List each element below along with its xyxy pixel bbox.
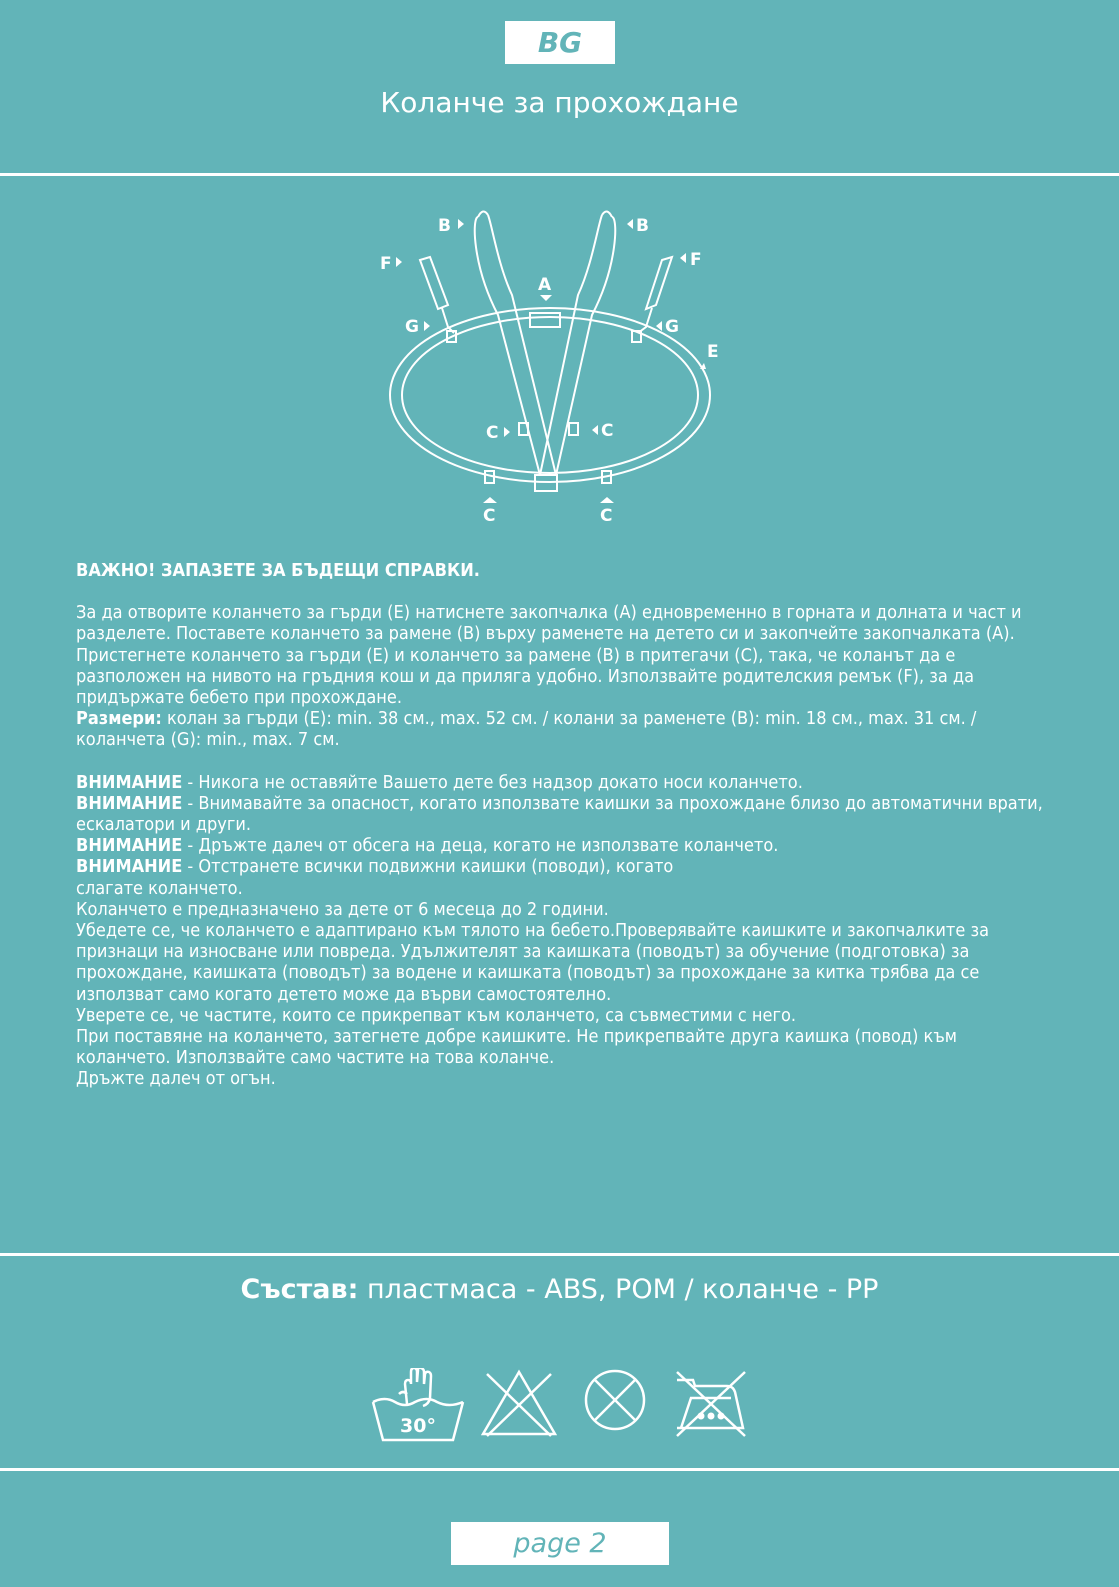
adjuster-c-right <box>569 423 578 435</box>
label-f-left: F <box>380 254 392 274</box>
instructions-text <box>76 560 1056 1090</box>
leash-f-right <box>646 257 672 309</box>
leash-f-left <box>420 257 448 309</box>
label-c-right: C <box>601 421 614 441</box>
label-c-bottom-left: C <box>483 506 496 526</box>
warning-4: ВНИМАНИЕ - Отстранете всички подвижни каишки (поводи), когато слагате коланчето. <box>76 856 674 899</box>
note-compatible: Уверете се, че частите, които се прикрепват към коланчето, са съвместими с него. <box>76 1004 797 1026</box>
note-check-wear: Убедете се, че коланчето е адаптирано към тялото на бебето.Проверявайте каишките и закопчалките за признаци на износване или повреда. Удължителят за каишката (поводът) за обучение (подготовка) за прохождане, каишката (поводът) за водене и каишката (поводът) за прохождане за китка трябва да се използват само когато детето може да върви самостоятелно. <box>76 920 990 1005</box>
language-badge <box>505 21 615 64</box>
important-heading: ВАЖНО! ЗАПАЗЕТЕ ЗА БЪДЕЩИ СПРАВКИ. <box>76 560 480 581</box>
label-e: E <box>707 342 719 362</box>
shoulder-strap-left <box>475 217 540 475</box>
do-not-tumble-dry-icon <box>583 1368 647 1432</box>
label-b-left: B <box>438 216 451 236</box>
divider-middle <box>0 1253 1119 1256</box>
note-fire: Дръжте далеч от огън. <box>76 1068 276 1090</box>
chest-belt-outer <box>390 308 710 482</box>
sizes-label: Размери: <box>76 708 162 730</box>
page-number-badge <box>451 1522 669 1565</box>
divider-top <box>0 173 1119 176</box>
instructions-body: За да отворите коланчето за гърди (E) натиснете закопчалка (A) едновременно в горната и долната и част и разделете. Поставете коланчето за рамене (B) върху раменете на детето си и закопчейте закопчалката (A). Пристегнете коланчето за гърди (E) и коланчето за рамене (B) в притегачи (C), така, че коланът да е разположен на нивото на гръдния кош и да приляга удобно. Използвайте родителския ремък (F), за да придържате бебето при прохождане. <box>76 602 1022 709</box>
language-code: BG <box>537 26 583 59</box>
composition <box>0 1274 1119 1305</box>
usage-instructions <box>76 602 1056 750</box>
label-g-right: G <box>665 317 679 337</box>
label-f-right: F <box>690 250 702 270</box>
harness-diagram <box>380 205 740 535</box>
buckle-a <box>530 313 560 327</box>
composition-text: пластмаса - ABS, POM / коланче - PP <box>358 1274 879 1305</box>
warning-label: ВНИМАНИЕ <box>76 835 183 857</box>
warning-2: ВНИМАНИЕ - Внимавайте за опасност, когато използвате каишки за прохождане близо до автоматични врати, ескалатори и други. <box>76 792 1043 836</box>
sizes-text: колан за гърди (E): min. 38 см., max. 52 см. / колани за раменете (B): min. 18 см., max. 31 см. / коланчета (G): min., max. 7 см. <box>76 708 977 751</box>
warning-label: ВНИМАНИЕ <box>76 792 183 814</box>
do-not-bleach-icon <box>481 1368 557 1438</box>
hand-wash-30-icon <box>371 1368 465 1444</box>
buckle-bottom <box>535 475 557 491</box>
warning-1: ВНИМАНИЕ - Никога не оставяйте Вашето дете без надзор докато носи коланчето. <box>76 771 803 793</box>
wash-temp: 30° <box>400 1415 436 1437</box>
page-title: Коланче за прохождане <box>380 86 739 119</box>
label-c-bottom-right: C <box>600 506 613 526</box>
divider-bottom <box>0 1468 1119 1471</box>
warning-3: ВНИМАНИЕ - Дръжте далеч от обсега на деца, когато не използвате коланчето. <box>76 835 779 857</box>
label-b-right: B <box>636 216 649 236</box>
composition-label: Състав: <box>240 1274 359 1305</box>
label-a: A <box>538 275 552 295</box>
do-not-iron-icon <box>673 1368 749 1438</box>
page-number: page 2 <box>513 1528 607 1559</box>
label-g-left: G <box>405 317 419 337</box>
label-c-left: C <box>486 423 499 443</box>
warning-label: ВНИМАНИЕ <box>76 771 183 793</box>
warning-label: ВНИМАНИЕ <box>76 856 183 878</box>
note-tighten: При поставяне на коланчето, затегнете добре каишките. Не прикрепвайте друга каишка (повод) към коланчето. Използвайте само частите на това коланче. <box>76 1026 957 1069</box>
note-age: Коланчето е предназначено за дете от 6 месеца до 2 години. <box>76 898 609 920</box>
